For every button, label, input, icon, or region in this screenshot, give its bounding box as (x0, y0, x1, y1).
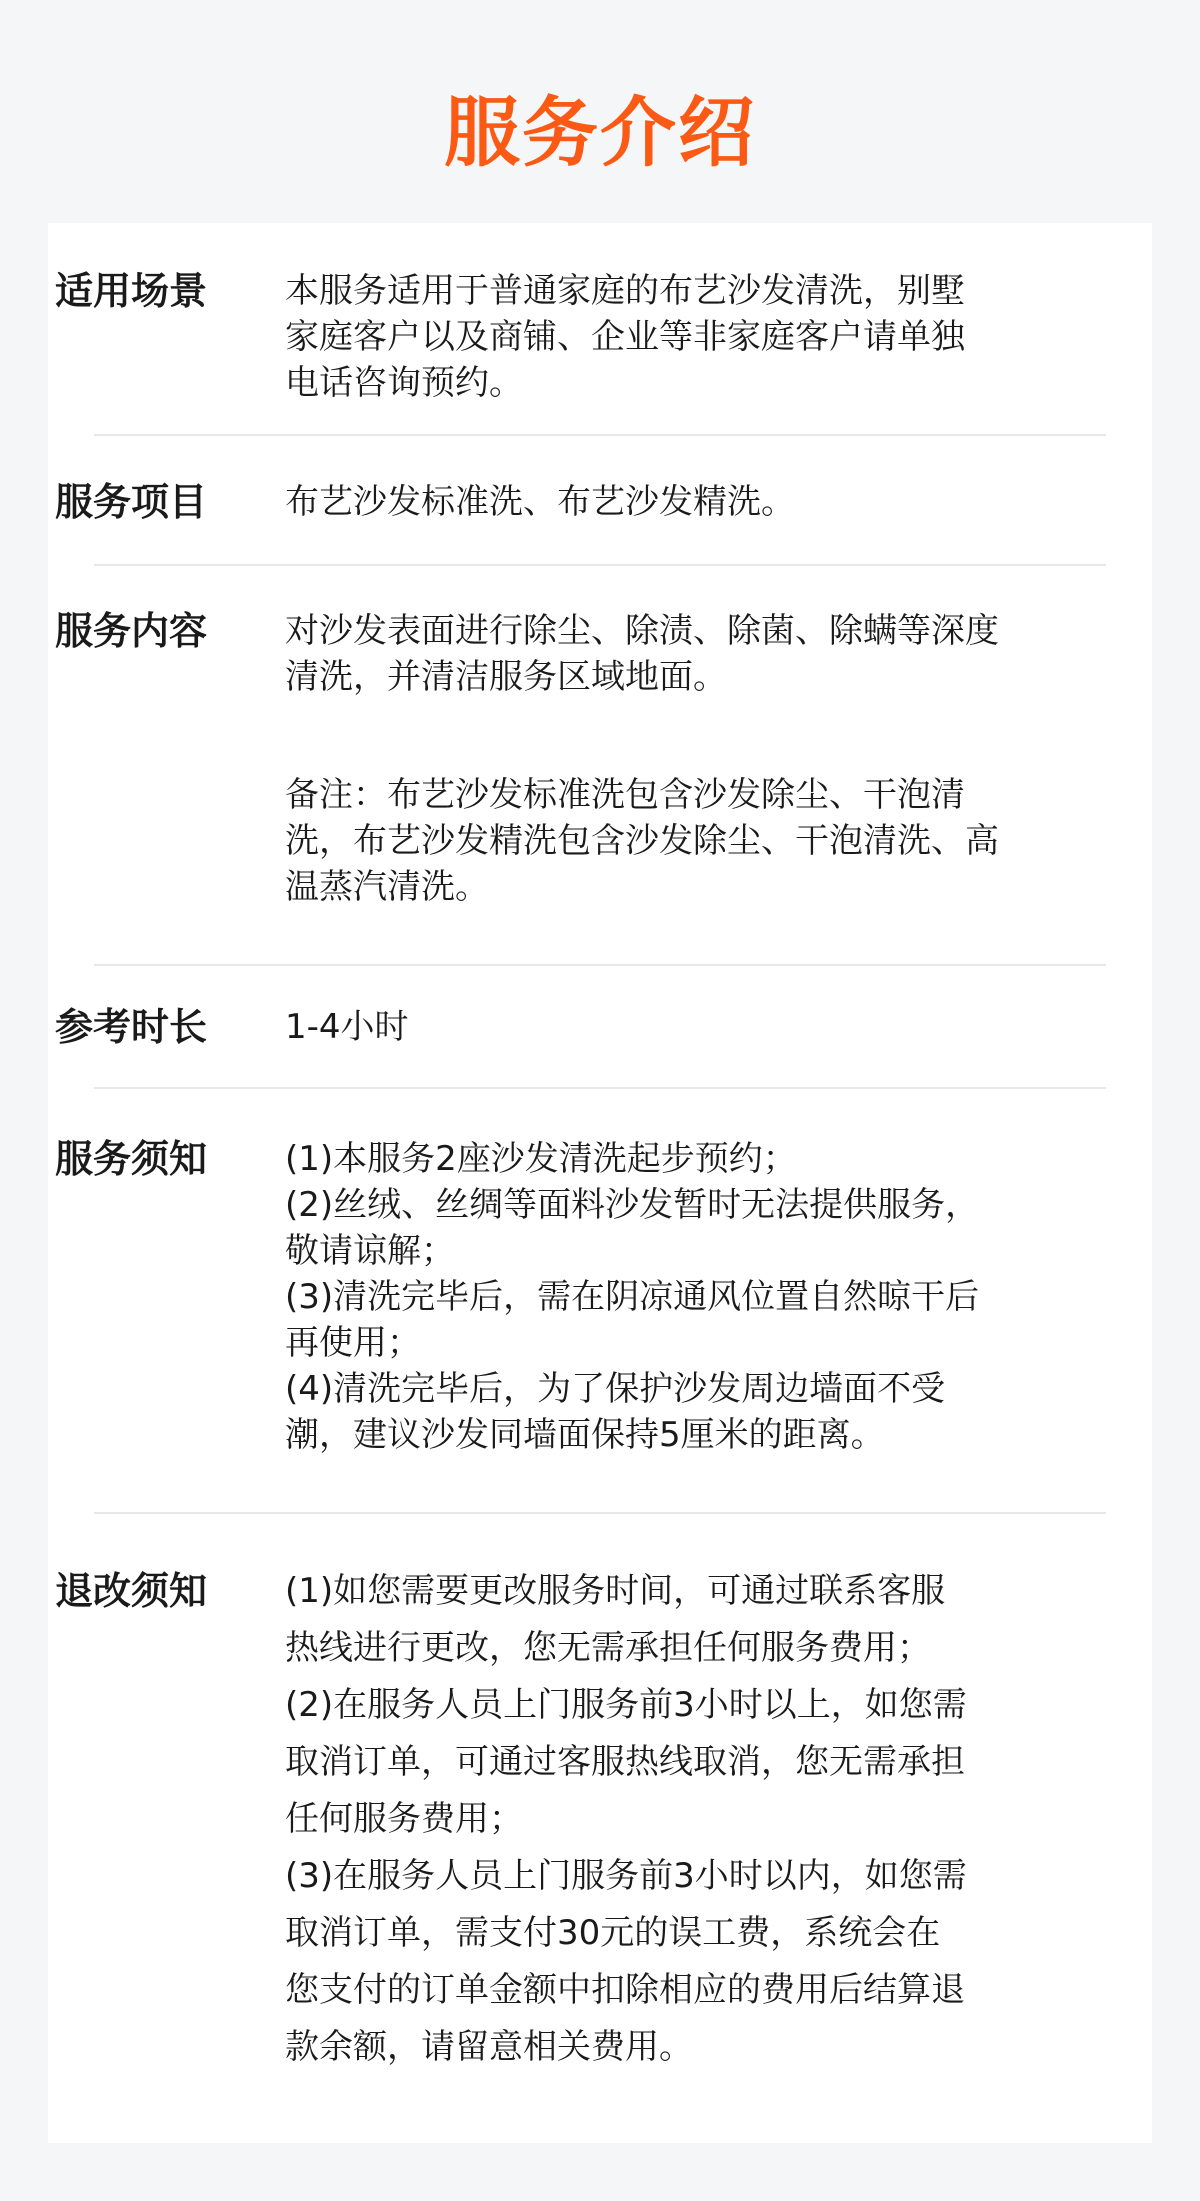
text-line: 再使用； (285, 1323, 421, 1363)
text-line: 您支付的订单金额中扣除相应的费用后结算退 (285, 1970, 965, 2010)
text-line: 本服务适用于普通家庭的布艺沙发清洗，别墅 (285, 271, 965, 311)
section-label-items: 服务项目 (55, 480, 208, 524)
note-line: 备注：布艺沙发标准洗包含沙发除尘、干泡清 (285, 775, 965, 815)
divider (94, 964, 1106, 966)
text-line: 热线进行更改，您无需承担任何服务费用； (285, 1628, 931, 1668)
text-line: 布艺沙发标准洗、布艺沙发精洗。 (285, 482, 795, 522)
divider (94, 1512, 1106, 1514)
section-label-refund: 退改须知 (55, 1569, 208, 1613)
page-title: 服务介绍 (444, 88, 756, 177)
note-line: 洗，布艺沙发精洗包含沙发除尘、干泡清洗、高 (285, 821, 999, 861)
text-line: (2)在服务人员上门服务前3小时以上，如您需 (285, 1685, 967, 1725)
section-body-notice (285, 1136, 1115, 1458)
section-label-content: 服务内容 (55, 609, 208, 653)
section-body-scenario (285, 268, 1115, 406)
text-line: 家庭客户以及商铺、企业等非家庭客户请单独 (285, 317, 965, 357)
text-line: 电话咨询预约。 (285, 363, 523, 403)
text-line: (3)清洗完毕后，需在阴凉通风位置自然晾干后 (285, 1277, 980, 1317)
text-line: 款余额，请留意相关费用。 (285, 2027, 693, 2067)
text-line: 敬请谅解； (285, 1231, 455, 1271)
text-line: 任何服务费用； (285, 1799, 523, 1839)
text-line: (1)如您需要更改服务时间，可通过联系客服 (285, 1571, 946, 1611)
text-line: (4)清洗完毕后，为了保护沙发周边墙面不受 (285, 1369, 946, 1409)
text-line: 取消订单，需支付30元的误工费，系统会在 (285, 1913, 941, 1953)
section-label-duration: 参考时长 (55, 1005, 208, 1049)
section-body-duration (285, 1004, 1115, 1050)
text-line: (1)本服务2座沙发清洗起步预约； (285, 1139, 797, 1179)
divider (94, 434, 1106, 436)
section-label-notice: 服务须知 (55, 1137, 208, 1181)
divider (94, 1087, 1106, 1089)
section-body-content (285, 608, 1115, 700)
section-note-content (285, 772, 1115, 910)
text-line: 清洗，并清洁服务区域地面。 (285, 657, 727, 697)
text-line: 取消订单，可通过客服热线取消，您无需承担 (285, 1742, 965, 1782)
text-line: 对沙发表面进行除尘、除渍、除菌、除螨等深度 (285, 611, 999, 651)
text-line: (3)在服务人员上门服务前3小时以内，如您需 (285, 1856, 967, 1896)
section-body-items (285, 479, 1115, 525)
text-line: (2)丝绒、丝绸等面料沙发暂时无法提供服务， (285, 1185, 980, 1225)
section-label-scenario: 适用场景 (55, 269, 208, 313)
text-line: 1-4小时 (285, 1007, 409, 1047)
note-line: 温蒸汽清洗。 (285, 867, 489, 907)
text-line: 潮，建议沙发同墙面保持5厘米的距离。 (285, 1415, 885, 1455)
section-body-refund (285, 1563, 1115, 2076)
divider (94, 564, 1106, 566)
